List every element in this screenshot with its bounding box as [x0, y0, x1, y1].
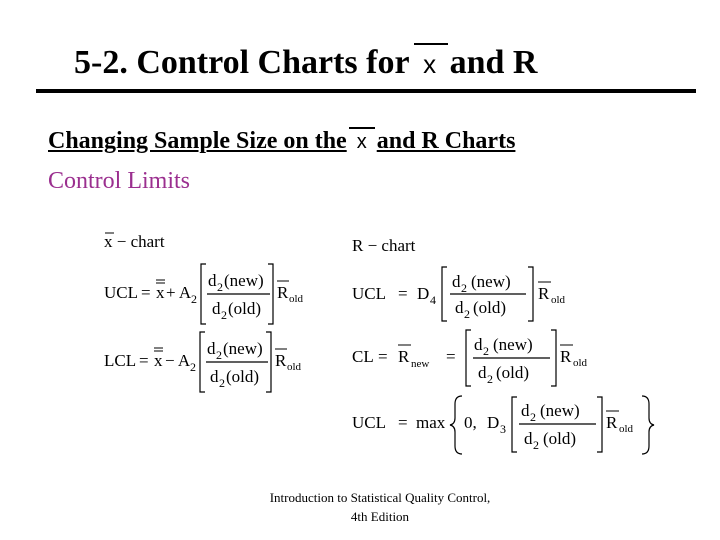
r-cl-rbar-old: R: [560, 347, 572, 366]
x-ucl-label: UCL: [104, 283, 138, 302]
title-xbar-symbol: x: [410, 49, 450, 80]
x-lcl-xbarbar: x: [154, 351, 163, 370]
x-ucl-xbarbar: x: [156, 283, 165, 302]
r-lcl-rold-sub: old: [619, 423, 634, 435]
footer: [240, 488, 520, 526]
r-ucl-d4: D: [417, 284, 430, 303]
r-ucl-old-tag: (old): [473, 298, 507, 317]
x-lcl-old-tag: (old): [226, 367, 260, 386]
r-cl-label: CL: [352, 347, 374, 366]
r-lcl-dold-sub: 2: [533, 438, 539, 452]
footer-line-2: 4th Edition: [350, 509, 410, 524]
r-cl-eq: =: [378, 347, 388, 366]
r-lcl-d3: D: [487, 413, 500, 432]
subtitle-xbar-symbol: x: [347, 131, 377, 154]
x-lcl-eq: =: [139, 351, 149, 370]
r-cl-left-bracket: [466, 330, 471, 386]
r-cl-dnew-sub: 2: [483, 344, 489, 358]
x-lcl-dold: d: [210, 367, 219, 386]
r-cl-dold-sub: 2: [487, 372, 493, 386]
r-ucl-label: UCL: [352, 284, 386, 303]
r-cl-right-bracket: [551, 330, 556, 386]
r-lcl-label: UCL: [352, 413, 386, 432]
x-lcl-new-tag: (new): [223, 339, 263, 358]
r-lcl-zero: 0,: [464, 413, 477, 432]
x-ucl-dold-sub: 2: [221, 308, 227, 322]
r-chart-label: R − chart: [352, 236, 416, 255]
r-lcl-dnew: d: [521, 401, 530, 420]
r-ucl-dold: d: [455, 298, 464, 317]
x-lcl-a-sub: 2: [190, 360, 196, 374]
x-ucl-rold-sub: old: [289, 293, 304, 305]
r-lcl-d3-sub: 3: [500, 422, 506, 436]
r-cl-rold-sub: old: [573, 357, 588, 369]
x-lcl-minus-a: − A: [165, 351, 191, 370]
x-lcl-dnew: d: [207, 339, 216, 358]
x-lcl-label: LCL: [104, 351, 137, 370]
x-lcl-left-bracket: [200, 332, 205, 392]
r-lcl-left-brace: [450, 396, 462, 454]
r-ucl-dnew: d: [452, 272, 461, 291]
x-ucl-dnew-sub: 2: [217, 280, 223, 294]
r-lcl-right-bracket: [597, 397, 602, 452]
x-ucl-new-tag: (new): [224, 271, 264, 290]
r-lcl-old-tag: (old): [543, 429, 577, 448]
r-lcl-rbar: R: [606, 413, 618, 432]
x-ucl-left-bracket: [201, 264, 206, 324]
r-ucl-new-tag: (new): [471, 272, 511, 291]
title-prefix: 5-2. Control Charts for: [74, 44, 410, 81]
r-ucl-right-bracket: [528, 267, 533, 321]
subtitle-suffix: and R Charts: [376, 128, 516, 154]
r-ucl-left-bracket: [442, 267, 447, 321]
x-lcl-dnew-sub: 2: [216, 348, 222, 362]
r-cl-eq2: =: [446, 347, 456, 366]
r-cl-dnew: d: [474, 335, 483, 354]
x-lcl-dold-sub: 2: [219, 376, 225, 390]
x-chart-label: x − chart: [104, 232, 165, 251]
r-lcl-dold: d: [524, 429, 533, 448]
r-lcl-dnew-sub: 2: [530, 410, 536, 424]
x-ucl-rbar: R: [277, 283, 289, 302]
r-ucl-rold-sub: old: [551, 294, 566, 306]
r-lcl-left-bracket: [512, 397, 517, 452]
r-cl-new-tag: (new): [493, 335, 533, 354]
r-lcl-max: max: [416, 413, 446, 432]
r-ucl-dold-sub: 2: [464, 307, 470, 321]
x-ucl-eq: =: [141, 283, 151, 302]
r-ucl-dnew-sub: 2: [461, 281, 467, 295]
footer-line-1: Introduction to Statistical Quality Control,: [269, 490, 491, 505]
r-cl-rnew-sub: new: [411, 358, 430, 370]
control-limits-label: Control Limits: [48, 168, 191, 194]
r-ucl-d4-sub: 4: [430, 293, 436, 307]
r-ucl-rbar: R: [538, 284, 550, 303]
subtitle-prefix: Changing Sample Size on the: [48, 128, 347, 154]
x-lcl-rold-sub: old: [287, 361, 302, 373]
r-ucl-eq: =: [398, 284, 408, 303]
r-cl-rbar: R: [398, 347, 410, 366]
x-ucl-old-tag: (old): [228, 299, 262, 318]
x-ucl-a-sub: 2: [191, 292, 197, 306]
x-ucl-plus-a: + A: [166, 283, 192, 302]
x-ucl-dnew: d: [208, 271, 217, 290]
r-cl-old-tag: (old): [496, 363, 530, 382]
title-suffix: and R: [449, 44, 538, 81]
r-cl-dold: d: [478, 363, 487, 382]
r-lcl-new-tag: (new): [540, 401, 580, 420]
x-ucl-dold: d: [212, 299, 221, 318]
r-lcl-eq: =: [398, 413, 408, 432]
r-lcl-right-brace: [642, 396, 654, 454]
x-lcl-rbar: R: [275, 351, 287, 370]
